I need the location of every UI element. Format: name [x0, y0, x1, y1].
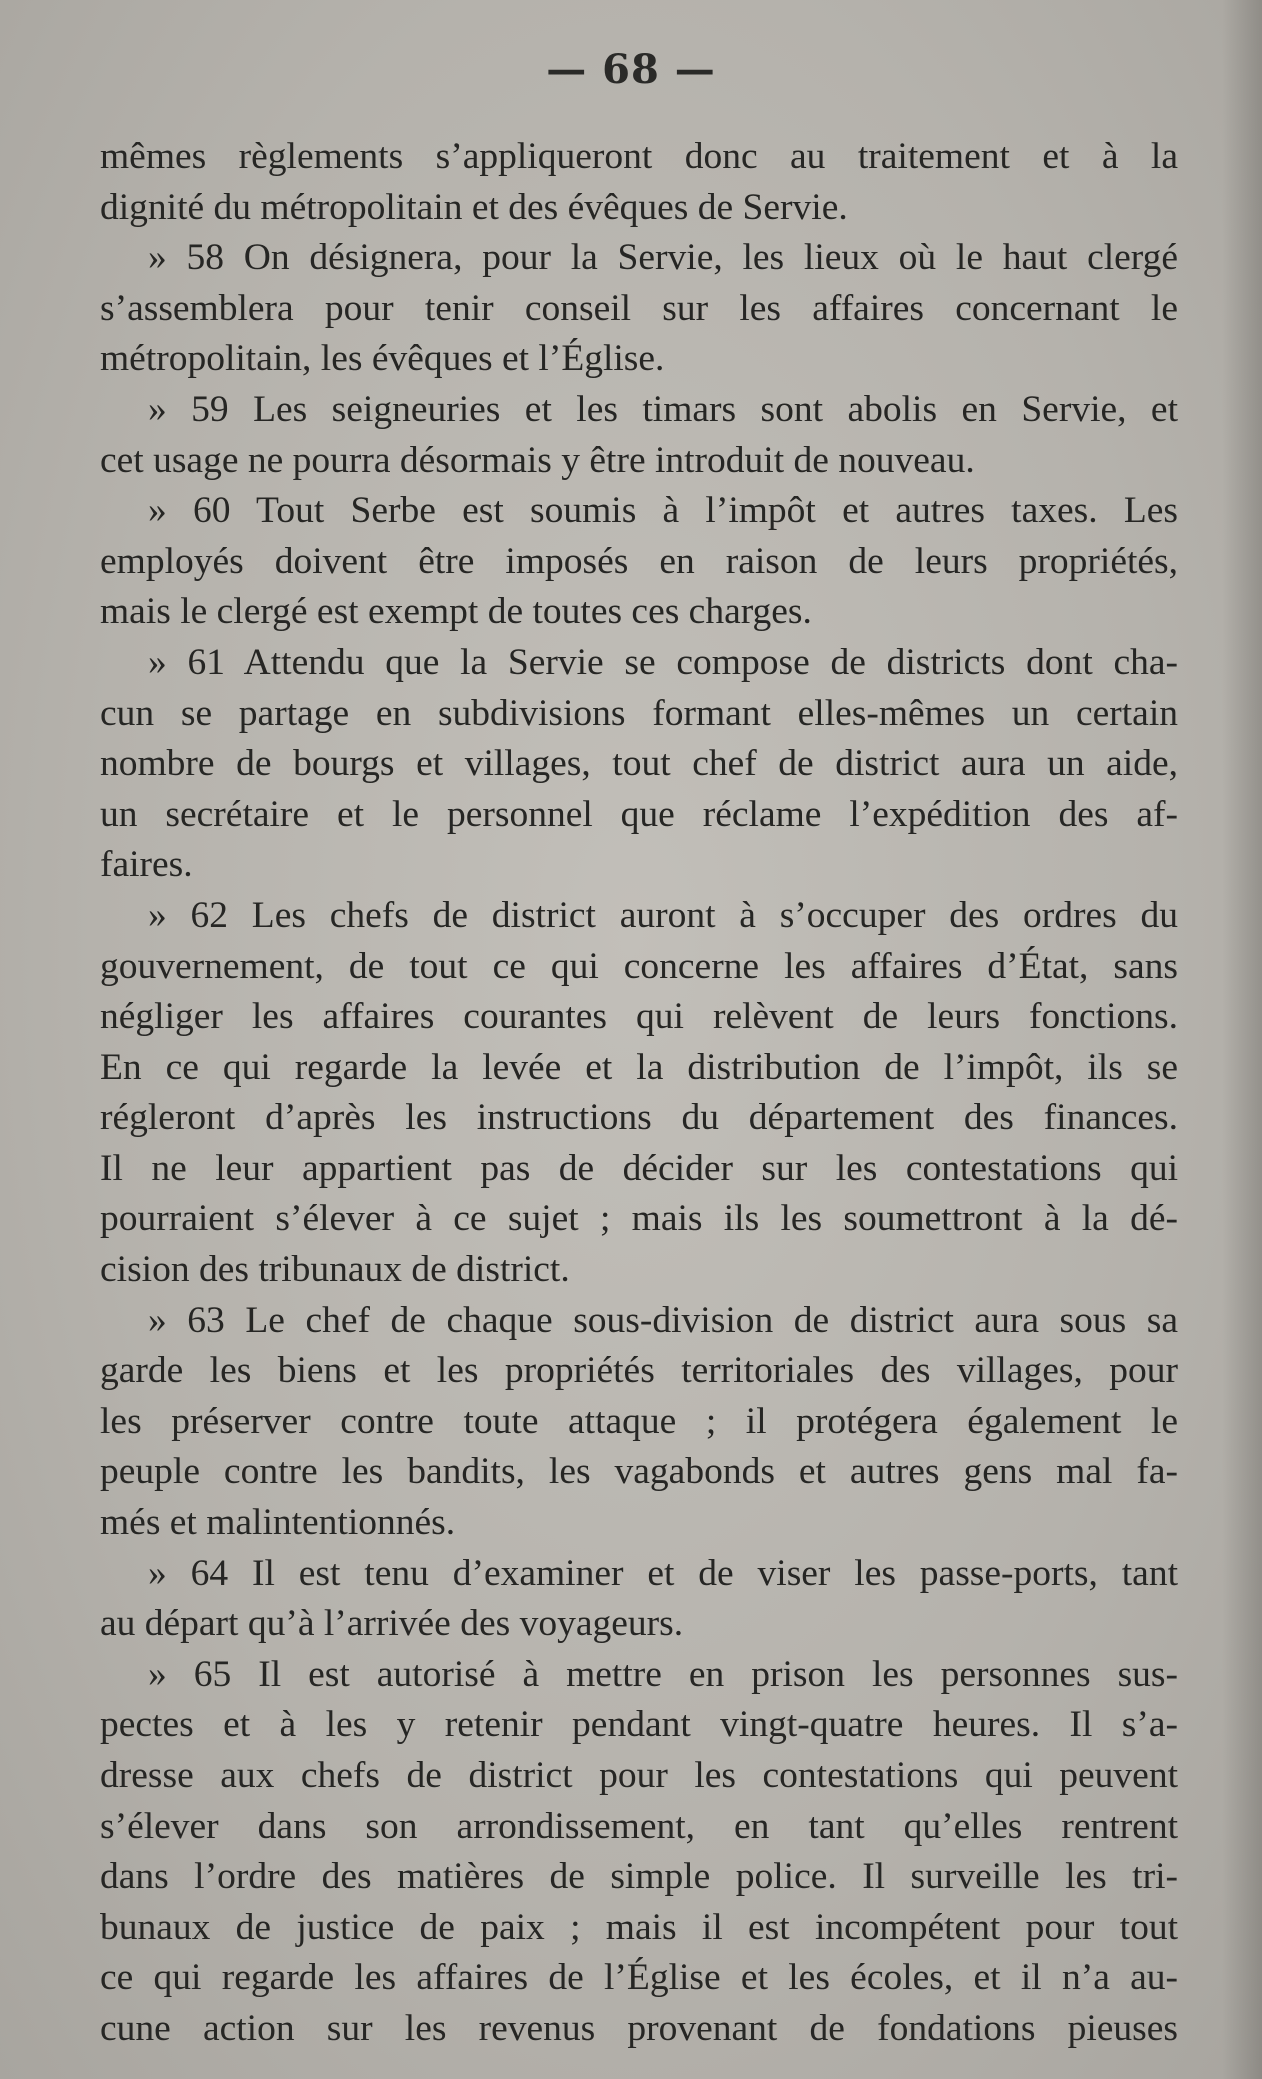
text-line: pectes et à les y retenir pendant vingt-quatre heures. Il s’a- [100, 1704, 1178, 1746]
text-line: peuple contre les bandits, les vagabonds et autres gens mal fa- [100, 1451, 1178, 1493]
text-line: » 61 Attendu que la Servie se compose de districts dont cha- [148, 641, 1178, 683]
text-line: cision des tribunaux de district. [100, 1249, 570, 1291]
page-edge-shadow [1222, 0, 1262, 2079]
text-line: » 58 On désignera, pour la Servie, les lieux où le haut clergé [148, 237, 1178, 279]
text-line: dignité du métropolitain et des évêques de Servie. [100, 186, 848, 228]
text-line: au départ qu’à l’arrivée des voyageurs. [100, 1603, 684, 1645]
text-line: més et malintentionnés. [100, 1502, 456, 1544]
text-line: s’assemblera pour tenir conseil sur les affaires concernant le [100, 287, 1178, 329]
page-number: — 68 — [546, 46, 716, 93]
body-text [100, 132, 1178, 2055]
text-line: pourraient s’élever à ce sujet ; mais ils les soumettront à la dé- [100, 1198, 1178, 1240]
text-line: cune action sur les revenus provenant de fondations pieuses [100, 2007, 1178, 2049]
text-line: nombre de bourgs et villages, tout chef de district aura un aide, [100, 743, 1178, 785]
text-line: dans l’ordre des matières de simple police. Il surveille les tri- [100, 1856, 1178, 1898]
text-line: bunaux de justice de paix ; mais il est incompétent pour tout [100, 1906, 1178, 1948]
text-line: ce qui regarde les affaires de l’Église et les écoles, et il n’a au- [100, 1957, 1178, 1999]
text-line: cet usage ne pourra désormais y être introduit de nouveau. [100, 439, 975, 481]
text-line: un secrétaire et le personnel que réclame l’expédition des af- [100, 793, 1178, 835]
text-line: mais le clergé est exempt de toutes ces charges. [100, 591, 812, 633]
text-line: En ce qui regarde la levée et la distribution de l’impôt, ils se [100, 1046, 1178, 1088]
text-line: » 60 Tout Serbe est soumis à l’impôt et autres taxes. Les [148, 490, 1178, 532]
text-line: cun se partage en subdivisions formant elles-mêmes un certain [100, 692, 1178, 734]
text-line: mêmes règlements s’appliqueront donc au traitement et à la [100, 136, 1178, 177]
text-line: s’élever dans son arrondissement, en tant qu’elles rentrent [100, 1805, 1178, 1847]
text-line: garde les biens et les propriétés territoriales des villages, pour [100, 1350, 1178, 1392]
text-line: employés doivent être imposés en raison de leurs propriétés, [100, 540, 1178, 582]
text-line: gouvernement, de tout ce qui concerne les affaires d’État, sans [100, 945, 1178, 987]
text-line: négliger les affaires courantes qui relèvent de leurs fonctions. [100, 996, 1178, 1038]
text-line: » 59 Les seigneuries et les timars sont abolis en Servie, et [148, 388, 1178, 430]
text-line: les préserver contre toute attaque ; il protégera également le [100, 1400, 1178, 1442]
text-line: métropolitain, les évêques et l’Église. [100, 338, 665, 380]
text-line: faires. [100, 844, 193, 886]
text-line: » 63 Le chef de chaque sous-division de district aura sous sa [148, 1299, 1178, 1341]
text-line: régleront d’après les instructions du département des finances. [100, 1097, 1178, 1139]
text-line: » 64 Il est tenu d’examiner et de viser les passe-ports, tant [148, 1552, 1178, 1594]
text-line: dresse aux chefs de district pour les contestations qui peuvent [100, 1755, 1178, 1796]
text-line: » 62 Les chefs de district auront à s’occuper des ordres du [148, 894, 1178, 936]
text-line: » 65 Il est autorisé à mettre en prison les personnes sus- [148, 1653, 1178, 1695]
text-line: Il ne leur appartient pas de décider sur les contestations qui [100, 1147, 1178, 1189]
